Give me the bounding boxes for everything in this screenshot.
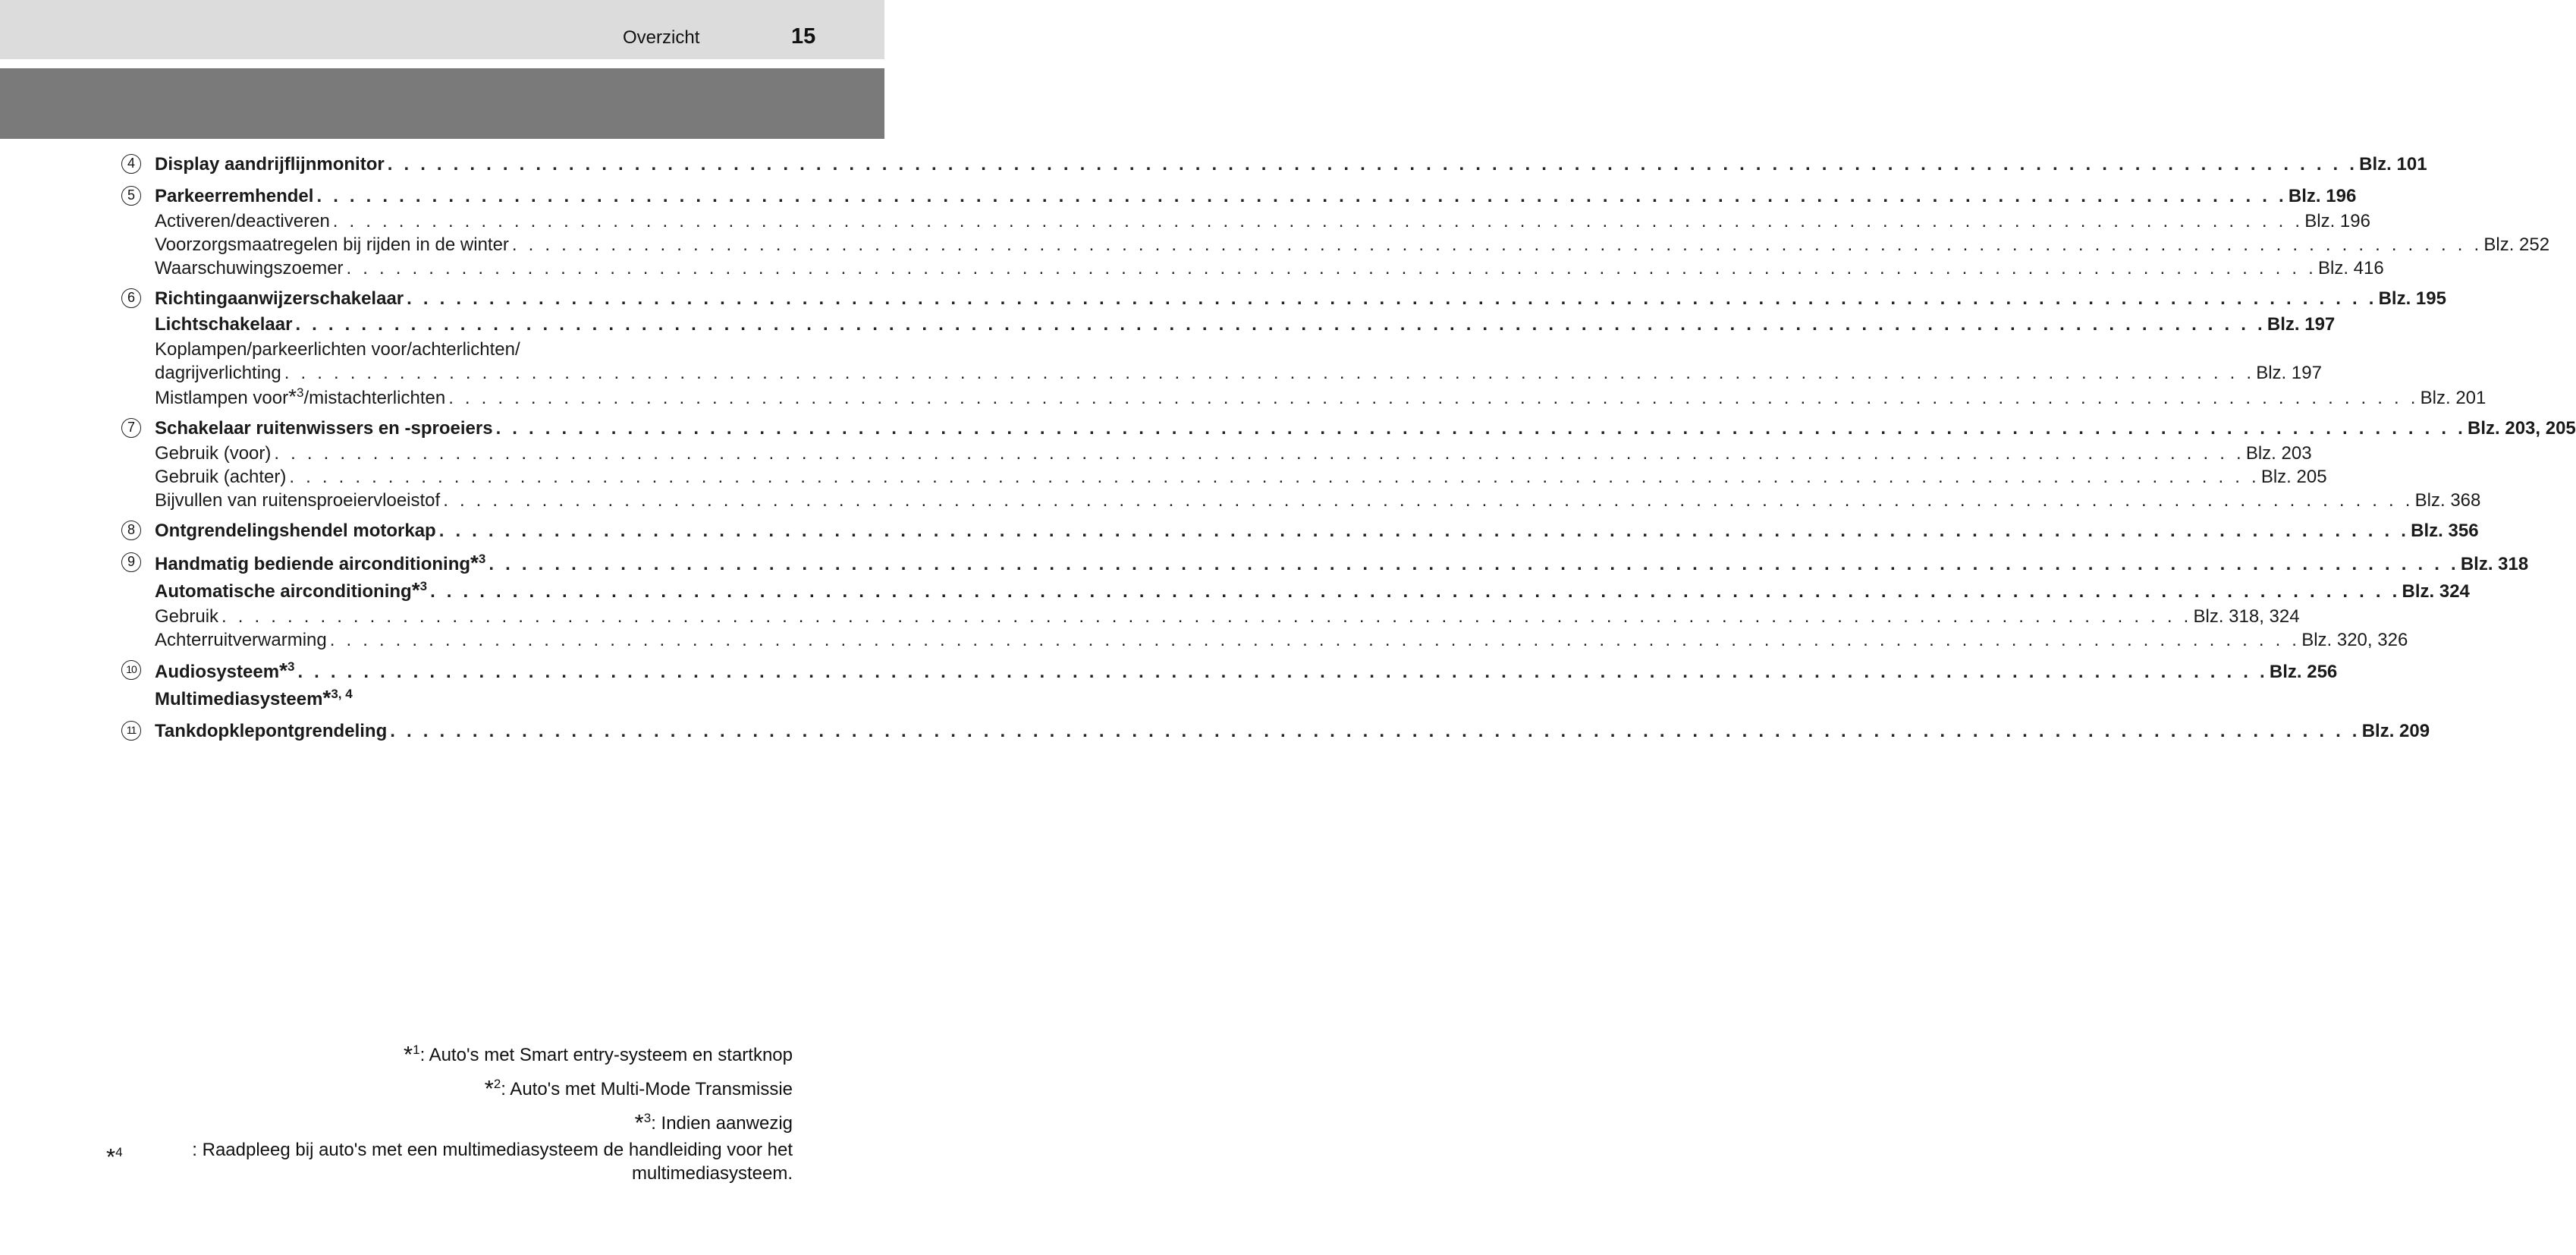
page-reference: Blz. 195	[2378, 288, 2446, 309]
page-reference: Blz. 209	[2361, 721, 2430, 741]
leader-dots: . . . . . . . . . . . . . . . . . . . . . . . . . . . . . . . . . . . . . . . . . . . . . . . . . . . . . . . . . . . . . . . . . . . . . . . . . . . . . . . . . . . . . . . . . . . . . . . . . . . . . . . . . . . . . . . . . . . . . . . .	[297, 662, 2268, 682]
entry-group	[121, 184, 2550, 280]
header-band	[0, 68, 884, 139]
footnotes	[106, 1036, 793, 1185]
page-reference: Blz. 416	[2317, 258, 2384, 278]
leader-dots: . . . . . . . . . . . . . . . . . . . . . . . . . . . . . . . . . . . . . . . . . . . . . . . . . . . . . . . . . . . . . . . . . . . . . . . . . . . . . . . . . . . . . . . . . . . . . . . . . . . . . . . . . . . . . . . . . . . . . . . .	[488, 554, 2459, 574]
page-reference: Blz. 201	[2420, 388, 2486, 408]
page-reference: Blz. 356	[2411, 521, 2479, 541]
leader-dots: . . . . . . . . . . . . . . . . . . . . . . . . . . . . . . . . . . . . . . . . . . . . . . . . . . . . . . . . . . . . . . . . . . . . . . . . . . . . . . . . . . . . . . . . . . . . . . . . . . . . . . . . . . . . . . . . . . . . . . . .	[511, 234, 2483, 255]
toc-label: Audiosysteem*$^3$	[155, 659, 295, 682]
footnote-ref: 3	[419, 579, 428, 593]
toc-line	[155, 416, 2576, 442]
leader-dots: . . . . . . . . . . . . . . . . . . . . . . . . . . . . . . . . . . . . . . . . . . . . . . . . . . . . . . . . . . . . . . . . . . . . . . . . . . . . . . . . . . . . . . . . . . . . . . . . . . . . . . . . . . . . . . . . . . . . . . . .	[332, 211, 2304, 231]
toc-label: Tankdopklepontgrendeling	[155, 721, 388, 741]
leader-dots: . . . . . . . . . . . . . . . . . . . . . . . . . . . . . . . . . . . . . . . . . . . . . . . . . . . . . . . . . . . . . . . . . . . . . . . . . . . . . . . . . . . . . . . . . . . . . . . . . . . . . . . . . . . . . . . . . . . . . . . .	[430, 581, 2401, 602]
entry-group	[121, 416, 2576, 512]
leader-dots: . . . . . . . . . . . . . . . . . . . . . . . . . . . . . . . . . . . . . . . . . . . . . . . . . . . . . . . . . . . . . . . . . . . . . . . . . . . . . . . . . . . . . . . . . . . . . . . . . . . . . . . . . . . . . . . . . . . . . . . .	[329, 630, 2301, 650]
footnote-3: *$^3$: Indien aanwezig	[634, 1109, 793, 1136]
page-reference: Blz. 368	[2414, 490, 2481, 511]
item-number-marker: 10	[121, 660, 141, 680]
footnote-ref: 3, 4	[331, 687, 353, 701]
leader-dots: . . . . . . . . . . . . . . . . . . . . . . . . . . . . . . . . . . . . . . . . . . . . . . . . . . . . . . . . . . . . . . . . . . . . . . . . . . . . . . . . . . . . . . . . . . . . . . . . . . . . . . . . . . . . . . . . . . . . . . . .	[495, 418, 2467, 439]
page-reference: Blz. 197	[2267, 314, 2336, 335]
page-reference: Blz. 203	[2245, 443, 2312, 464]
toc-label: Lichtschakelaar	[155, 314, 293, 335]
leader-dots: . . . . . . . . . . . . . . . . . . . . . . . . . . . . . . . . . . . . . . . . . . . . . . . . . . . . . . . . . . . . . . . . . . . . . . . . . . . . . . . . . . . . . . . . . . . . . . . . . . . . . . . . . . . . . . . . . . . . . . . .	[390, 721, 2361, 741]
toc-label: Gebruik (achter)	[155, 467, 287, 487]
toc-line	[155, 685, 759, 712]
leader-dots: . . . . . . . . . . . . . . . . . . . . . . . . . . . . . . . . . . . . . . . . . . . . . . . . . . . . . . . . . . . . . . . . . . . . . . . . . . . . . . . . . . . . . . . . . . . . . . . . . . . . . . . . . . . . . . . . . . . . . . . .	[316, 186, 2287, 206]
page-reference: Blz. 205	[2260, 467, 2327, 487]
toc-line	[155, 256, 2384, 280]
toc-label: Mistlampen voor*$^3$/mistachterlichten	[155, 385, 446, 408]
toc-line	[155, 442, 2312, 465]
toc-label: Gebruik (voor)	[155, 443, 272, 464]
toc-line	[155, 312, 2336, 338]
item-number-marker: 4	[121, 154, 141, 174]
leader-dots: . . . . . . . . . . . . . . . . . . . . . . . . . . . . . . . . . . . . . . . . . . . . . . . . . . . . . . . . . . . . . . . . . . . . . . . . . . . . . . . . . . . . . . . . . . . . . . . . . . . . . . . . . . . . . . . . . . . . . . . .	[438, 521, 2410, 541]
toc-line	[155, 719, 2430, 744]
footnote-text: : Raadpleeg bij auto's met een multimediasysteem de handleiding voor het multimediasysteem.	[192, 1140, 793, 1184]
contents-list	[121, 152, 2576, 750]
toc-line	[155, 489, 2481, 512]
leader-dots: . . . . . . . . . . . . . . . . . . . . . . . . . . . . . . . . . . . . . . . . . . . . . . . . . . . . . . . . . . . . . . . . . . . . . . . . . . . . . . . . . . . . . . . . . . . . . . . . . . . . . . . . . . . . . . . . . . . . . . . .	[407, 288, 2377, 309]
toc-line	[155, 184, 2357, 209]
leader-dots: . . . . . . . . . . . . . . . . . . . . . . . . . . . . . . . . . . . . . . . . . . . . . . . . . . . . . . . . . . . . . . . . . . . . . . . . . . . . . . . . . . . . . . . . . . . . . . . . . . . . . . . . . . . . . . . . . . . . . . . .	[295, 314, 2266, 335]
toc-label: Automatische airconditioning*$^3$	[155, 578, 428, 602]
toc-line	[155, 233, 2550, 256]
toc-line	[155, 209, 2370, 233]
toc-label: Handmatig bediende airconditioning*$^3$	[155, 551, 486, 574]
leader-dots: . . . . . . . . . . . . . . . . . . . . . . . . . . . . . . . . . . . . . . . . . . . . . . . . . . . . . . . . . . . . . . . . . . . . . . . . . . . . . . . . . . . . . . . . . . . . . . . . . . . . . . . . . . . . . . . . . . . . . . . .	[346, 258, 2317, 278]
toc-line	[155, 658, 2338, 685]
page-reference: Blz. 318, 324	[2193, 606, 2300, 627]
toc-line	[155, 577, 2470, 605]
page-reference: Blz. 320, 326	[2301, 630, 2408, 650]
item-number-marker: 5	[121, 186, 141, 206]
toc-label: Koplampen/parkeerlichten voor/achterlichten/	[155, 339, 520, 360]
toc-line	[155, 605, 2300, 628]
toc-line	[155, 361, 2322, 385]
page-reference: Blz. 197	[2256, 363, 2322, 383]
page-reference: Blz. 203, 205	[2468, 418, 2576, 439]
footnote-2: *$^2$: Auto's met Multi-Mode Transmissie	[484, 1075, 793, 1102]
leader-dots: . . . . . . . . . . . . . . . . . . . . . . . . . . . . . . . . . . . . . . . . . . . . . . . . . . . . . . . . . . . . . . . . . . . . . . . . . . . . . . . . . . . . . . . . . . . . . . . . . . . . . . . . . . . . . . . . . . . . . . . .	[284, 363, 2255, 383]
toc-label: Richtingaanwijzerschakelaar	[155, 288, 404, 309]
page-reference: Blz. 196	[2288, 186, 2357, 206]
leader-dots: . . . . . . . . . . . . . . . . . . . . . . . . . . . . . . . . . . . . . . . . . . . . . . . . . . . . . . . . . . . . . . . . . . . . . . . . . . . . . . . . . . . . . . . . . . . . . . . . . . . . . . . . . . . . . . . . . . . . . . . .	[387, 154, 2358, 175]
footnote-ref: 3	[287, 659, 295, 674]
toc-label: Waarschuwingszoemer	[155, 258, 344, 278]
item-number-marker: 9	[121, 552, 141, 572]
toc-label: Voorzorgsmaatregelen bij rijden in de winter	[155, 234, 509, 255]
footnote-text: : Auto's met Multi-Mode Transmissie	[501, 1079, 793, 1099]
footnote-text: : Auto's met Smart entry-systeem en startknop	[419, 1045, 793, 1065]
toc-label: Ontgrendelingshendel motorkap	[155, 521, 436, 541]
page-reference: Blz. 196	[2304, 211, 2370, 231]
entry-group	[121, 658, 2338, 712]
toc-label: Achterruitverwarming	[155, 630, 327, 650]
toc-label: Parkeerremhendel	[155, 186, 314, 206]
toc-line	[155, 628, 2408, 652]
item-number-marker: 11	[121, 721, 141, 741]
leader-dots: . . . . . . . . . . . . . . . . . . . . . . . . . . . . . . . . . . . . . . . . . . . . . . . . . . . . . . . . . . . . . . . . . . . . . . . . . . . . . . . . . . . . . . . . . . . . . . . . . . . . . . . . . . . . . . . . . . . . . . . .	[443, 490, 2414, 511]
entry-group	[121, 719, 2430, 744]
leader-dots: . . . . . . . . . . . . . . . . . . . . . . . . . . . . . . . . . . . . . . . . . . . . . . . . . . . . . . . . . . . . . . . . . . . . . . . . . . . . . . . . . . . . . . . . . . . . . . . . . . . . . . . . . . . . . . . . . . . . . . . .	[221, 606, 2192, 627]
entry-group	[121, 286, 2486, 410]
item-number-marker: 8	[121, 521, 141, 540]
header-strip	[0, 0, 884, 59]
footnote-4: *$^4$ : Raadpleeg bij auto's met een multimediasysteem de handleiding voor het multimediasysteem.	[106, 1140, 793, 1184]
toc-line	[155, 152, 2427, 178]
toc-line	[155, 338, 759, 361]
toc-label: Gebruik	[155, 606, 219, 627]
item-number-marker: 6	[121, 288, 141, 308]
leader-dots: . . . . . . . . . . . . . . . . . . . . . . . . . . . . . . . . . . . . . . . . . . . . . . . . . . . . . . . . . . . . . . . . . . . . . . . . . . . . . . . . . . . . . . . . . . . . . . . . . . . . . . . . . . . . . . . . . . . . . . . .	[448, 388, 2419, 408]
footnote-1: *$^1$: Auto's met Smart entry-systeem en startknop	[404, 1041, 793, 1068]
section-title: Overzicht	[623, 27, 700, 48]
leader-dots: . . . . . . . . . . . . . . . . . . . . . . . . . . . . . . . . . . . . . . . . . . . . . . . . . . . . . . . . . . . . . . . . . . . . . . . . . . . . . . . . . . . . . . . . . . . . . . . . . . . . . . . . . . . . . . . . . . . . . . . .	[289, 467, 2260, 487]
page-reference: Blz. 101	[2359, 154, 2427, 175]
footnote-text: : Indien aanwezig	[651, 1113, 793, 1134]
toc-label: Schakelaar ruitenwissers en -sproeiers	[155, 418, 493, 439]
page-reference: Blz. 324	[2402, 581, 2470, 602]
toc-line	[155, 286, 2446, 312]
toc-label: Display aandrijflijnmonitor	[155, 154, 385, 175]
page-reference: Blz. 318	[2460, 554, 2529, 574]
toc-label: Activeren/deactiveren	[155, 211, 330, 231]
toc-line	[155, 385, 2486, 410]
toc-line	[155, 550, 2529, 577]
entry-group	[121, 550, 2529, 652]
toc-label: Bijvullen van ruitensproeiervloeistof	[155, 490, 441, 511]
page-reference: Blz. 252	[2483, 234, 2550, 255]
toc-line	[155, 465, 2327, 489]
page-number: 15	[791, 24, 816, 49]
item-number-marker: 7	[121, 418, 141, 438]
toc-label: Multimediasysteem*$^{3, 4}$	[155, 686, 353, 709]
toc-label: dagrijverlichting	[155, 363, 281, 383]
leader-dots: . . . . . . . . . . . . . . . . . . . . . . . . . . . . . . . . . . . . . . . . . . . . . . . . . . . . . . . . . . . . . . . . . . . . . . . . . . . . . . . . . . . . . . . . . . . . . . . . . . . . . . . . . . . . . . . . . . . . . . . .	[274, 443, 2245, 464]
footnote-ref: 3	[296, 385, 304, 400]
entry-group	[121, 518, 2479, 544]
footnote-ref: 3	[478, 552, 486, 566]
toc-line	[155, 518, 2479, 544]
page-reference: Blz. 256	[2269, 662, 2338, 682]
entry-group	[121, 152, 2427, 178]
